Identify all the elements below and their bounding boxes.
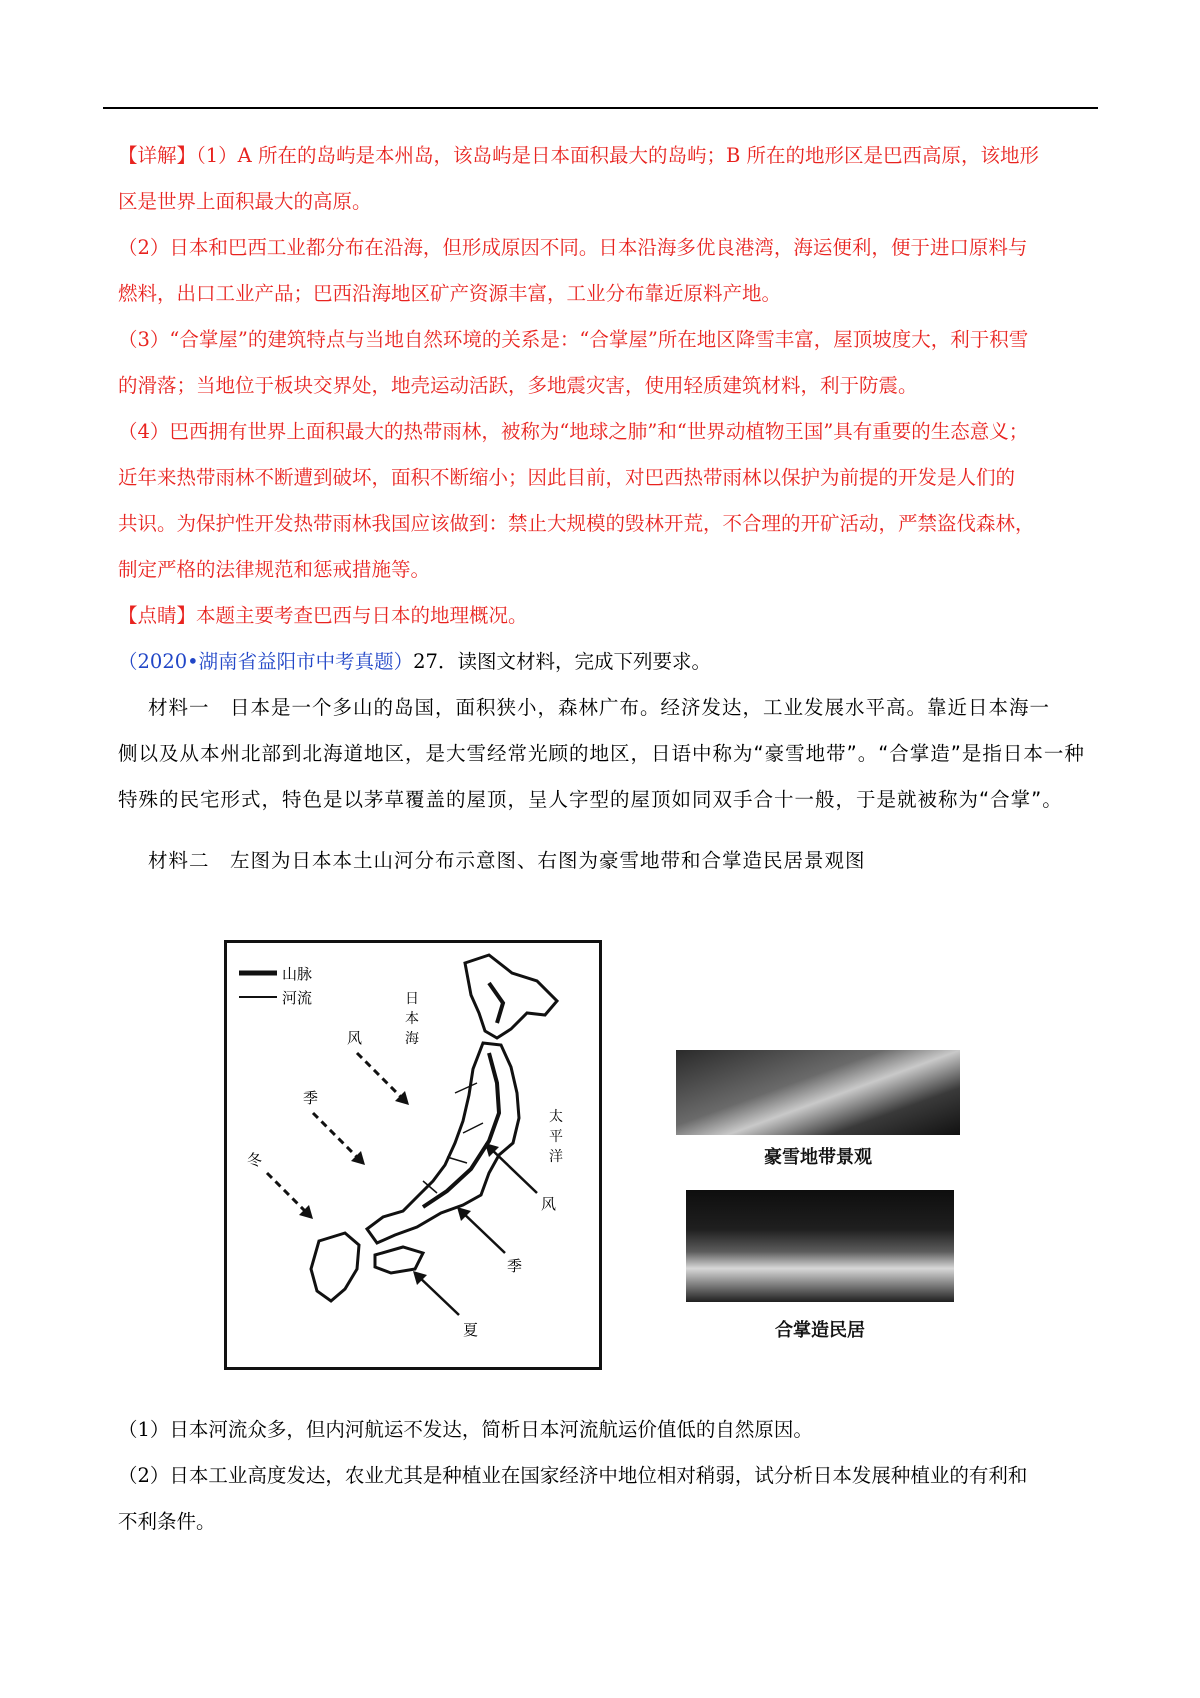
sea-label-1: 日 [405, 991, 419, 1007]
answer-p4-line3: 共识。为保护性开发热带雨林我国应该做到：禁止大规模的毁林开荒，不合理的开矿活动，严禁盗伐森林， [118, 512, 1035, 535]
sea-label-2: 本 [405, 1011, 419, 1027]
ocean-label-1: 太 [549, 1109, 563, 1125]
answer-p4-line1: （4）巴西拥有世界上面积最大的热带雨林，被称为“地球之肺”和“世界动植物王国”具有重要的生态意义； [118, 420, 1029, 443]
header-rule [103, 107, 1098, 109]
answer-p4-line2: 近年来热带雨林不断遭到破坏，面积不断缩小；因此目前，对巴西热带雨林以保护为前提的开发是人们的 [118, 466, 1016, 489]
ocean-label-3: 洋 [549, 1149, 563, 1165]
summer-label-2: 季 [507, 1257, 523, 1275]
japan-map-svg [227, 943, 599, 1367]
material1-line1: 材料一 日本是一个多山的岛国，面积狭小，森林广布。经济发达，工业发展水平高。靠近日本海一 [148, 696, 1051, 719]
photo-caption-2: 合掌造民居 [775, 1320, 865, 1341]
summer-label-3: 风 [541, 1195, 557, 1213]
winter-label-3: 冬 [247, 1151, 263, 1169]
question-2-line1: （2）日本工业高度发达，农业尤其是种植业在国家经济中地位相对稍弱，试分析日本发展种植业的有利和 [118, 1464, 1028, 1487]
answer-p3-line1: （3）“合掌屋”的建筑特点与当地自然环境的关系是：“合掌屋”所在地区降雪丰富，屋顶坡度大，利于积雪 [118, 328, 1029, 351]
summer-label-1: 夏 [463, 1321, 479, 1339]
answer-p1-line2: 区是世界上面积最大的高原。 [118, 190, 372, 213]
material2-line: 材料二 左图为日本本土山河分布示意图、右图为豪雪地带和合掌造民居景观图 [148, 849, 866, 872]
answer-p2-line2: 燃料，出口工业产品；巴西沿海地区矿产资源丰富，工业分布靠近原料产地。 [118, 282, 782, 305]
answer-p2-line1: （2）日本和巴西工业都分布在沿海，但形成原因不同。日本沿海多优良港湾，海运便利，便于进口原料与 [118, 236, 1028, 259]
question-stem-line [118, 636, 1098, 688]
kyushu-shape [311, 1233, 359, 1301]
question-1: （1）日本河流众多，但内河航运不发达，简析日本河流航运价值低的自然原因。 [118, 1418, 813, 1441]
japan-map [224, 940, 602, 1370]
answer-p1-text: （1）A 所在的岛屿是本州岛，该岛屿是日本面积最大的岛屿；B 所在的地形区是巴西高原，该地形 [196, 144, 1039, 167]
answer-p1-line1 [118, 130, 1098, 182]
legend-mountain-label: 山脉 [282, 965, 313, 983]
question-source: （2020•湖南省益阳市中考真题） [118, 650, 414, 673]
shikoku-shape [375, 1247, 423, 1273]
gassho-house-photo [686, 1190, 954, 1302]
sea-label-3: 海 [405, 1031, 419, 1047]
comment-line [118, 590, 1098, 642]
answer-p4-line4: 制定严格的法律规范和惩戒措施等。 [118, 558, 431, 581]
comment-text: 本题主要考查巴西与日本的地理概况。 [196, 604, 528, 627]
winter-monsoon-arrows [267, 1053, 405, 1215]
winter-label-2: 季 [303, 1089, 319, 1107]
material1-line2: 侧以及从本州北部到北海道地区，是大雪经常光顾的地区，日语中称为“豪雪地带”。“合掌造”是指日本一种 [118, 742, 1085, 765]
hokkaido-shape [465, 955, 557, 1038]
ocean-label-2: 平 [549, 1129, 563, 1145]
material1-line3: 特殊的民宅形式，特色是以茅草覆盖的屋顶，呈人字型的屋顶如同双手合十一般，于是就被称为“合掌”。 [118, 788, 1063, 811]
winter-arrowheads [299, 1091, 409, 1219]
comment-tag: 【点睛】 [118, 604, 197, 627]
question-2-line2: 不利条件。 [118, 1510, 216, 1533]
question-stem: 27．读图文材料，完成下列要求。 [413, 650, 711, 673]
winter-label-1: 风 [347, 1029, 363, 1047]
answer-p3-line2: 的滑落；当地位于板块交界处，地壳运动活跃，多地震灾害，使用轻质建筑材料，利于防震。 [118, 374, 918, 397]
photo-caption-1: 豪雪地带景观 [764, 1147, 872, 1168]
heavy-snow-photo [676, 1050, 960, 1135]
legend-river-label: 河流 [282, 989, 313, 1007]
detail-tag: 【详解】 [118, 144, 197, 167]
